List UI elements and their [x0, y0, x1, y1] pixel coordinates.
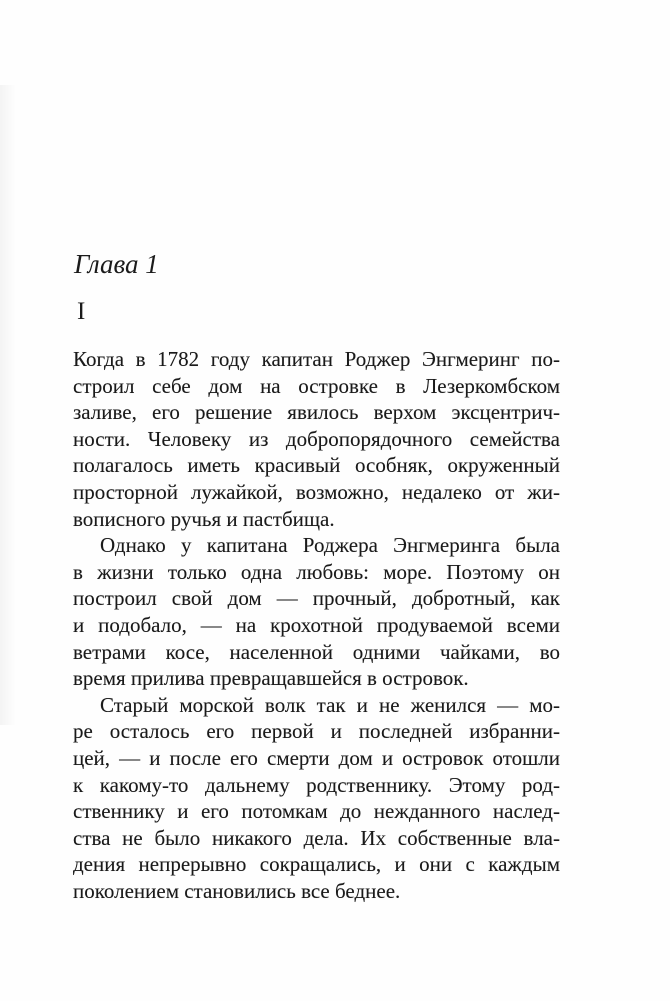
- text-line: строил себе дом на островке в Лезеркомбском: [73, 373, 560, 398]
- text-line: время прилива превращавшейся в островок.: [73, 666, 469, 691]
- paragraph: [73, 532, 560, 692]
- paragraph: [73, 692, 560, 905]
- text-line: Когда в 1782 году капитан Роджер Энгмеринг по-: [73, 347, 560, 371]
- text-line: вописного ручья и пастбища.: [73, 506, 335, 531]
- text-line: полагалось иметь красивый особняк, окруженный: [73, 453, 560, 478]
- text-line: дения непрерывно сокращались, и они с каждым: [73, 852, 560, 877]
- text-line: построил свой дом — прочный, добротный, как: [73, 586, 560, 611]
- page-scan-shadow: [0, 85, 16, 725]
- text-line: ности. Человеку из добропорядочного семейства: [73, 426, 560, 451]
- text-line: цей, — и после его смерти дом и островок отошли: [73, 745, 560, 770]
- text-line: ре осталось его первой и последней избранни-: [73, 719, 560, 744]
- text-line: ства не было никакого дела. Их собственные вла-: [73, 825, 560, 850]
- text-line: просторной лужайкой, возможно, недалеко от жи-: [73, 479, 560, 504]
- text-line: заливе, его решение явилось верхом эксцентрич-: [73, 400, 560, 425]
- text-line: Старый морской волк так и не женился — мо-: [100, 692, 560, 717]
- text-line: и подобало, — на крохотной продуваемой всеми: [73, 612, 560, 637]
- text-line: ветрами косе, населенной одними чайками, во: [73, 639, 560, 664]
- chapter-heading: Глава 1: [74, 249, 159, 279]
- text-line: ственнику и его потомкам до нежданного наслед-: [73, 799, 560, 824]
- body-text: [73, 346, 560, 904]
- text-line: Однако у капитана Роджера Энгмеринга была: [100, 533, 560, 558]
- paragraph: [73, 346, 560, 532]
- text-line: в жизни только одна любовь: море. Поэтому он: [73, 559, 560, 584]
- text-line: поколением становились все беднее.: [73, 878, 401, 903]
- text-line: к какому-то дальнему родственнику. Этому род-: [73, 772, 560, 797]
- section-numeral: I: [77, 298, 86, 325]
